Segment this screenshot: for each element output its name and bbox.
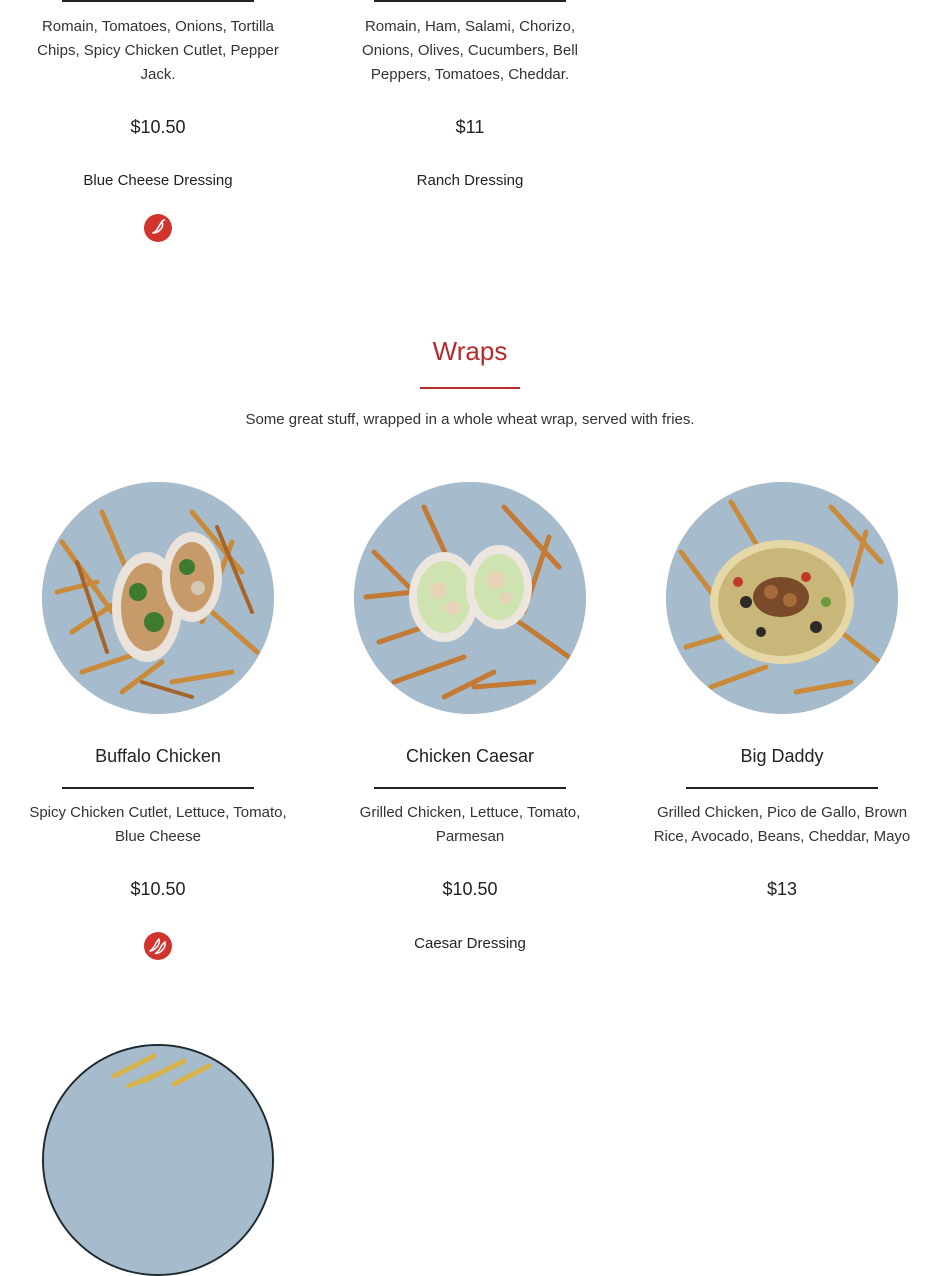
big-daddy-photo[interactable]	[666, 482, 898, 714]
section-title: Wraps	[432, 336, 508, 366]
item-dressing: Caesar Dressing	[414, 935, 526, 952]
chicken-caesar-photo[interactable]	[354, 482, 586, 714]
item-dressing: Ranch Dressing	[416, 172, 524, 189]
item-price: $13	[766, 879, 798, 899]
item-divider	[686, 787, 878, 789]
item-divider	[374, 787, 566, 789]
item-name[interactable]: Buffalo Chicken	[95, 746, 221, 766]
item-price: $10.50	[442, 879, 498, 899]
item-description: Grilled Chicken, Pico de Gallo, Brown Rice, Avocado, Beans, Cheddar, Mayo	[653, 804, 911, 845]
item-price: $11	[455, 117, 485, 137]
item-description: Romain, Tomatoes, Onions, Tortilla Chips, Spicy Chicken Cutlet, Pepper Jack.	[37, 18, 279, 83]
item-price: $10.50	[130, 879, 186, 899]
item-price: $10.50	[130, 117, 186, 137]
section-divider	[420, 387, 520, 389]
section-subtitle: Some great stuff, wrapped in a whole wheat wrap, served with fries.	[245, 411, 695, 428]
chili-pepper-icon	[144, 214, 172, 242]
item-divider	[62, 0, 254, 2]
buffalo-chicken-photo[interactable]	[42, 482, 274, 714]
item-dressing: Blue Cheese Dressing	[83, 172, 233, 189]
item-description: Spicy Chicken Cutlet, Lettuce, Tomato, Blue Cheese	[29, 804, 287, 845]
item-divider	[62, 787, 254, 789]
item-description: Romain, Ham, Salami, Chorizo, Onions, Olives, Cucumbers, Bell Peppers, Tomatoes, Cheddar.	[362, 18, 578, 83]
item-name[interactable]: Big Daddy	[740, 746, 824, 766]
item-name[interactable]: Chicken Caesar	[405, 746, 535, 766]
item-divider	[374, 0, 566, 2]
double-chili-pepper-icon	[144, 932, 172, 960]
next-item-photo[interactable]	[42, 1044, 274, 1276]
item-description: Grilled Chicken, Lettuce, Tomato, Parmesan	[359, 804, 581, 845]
